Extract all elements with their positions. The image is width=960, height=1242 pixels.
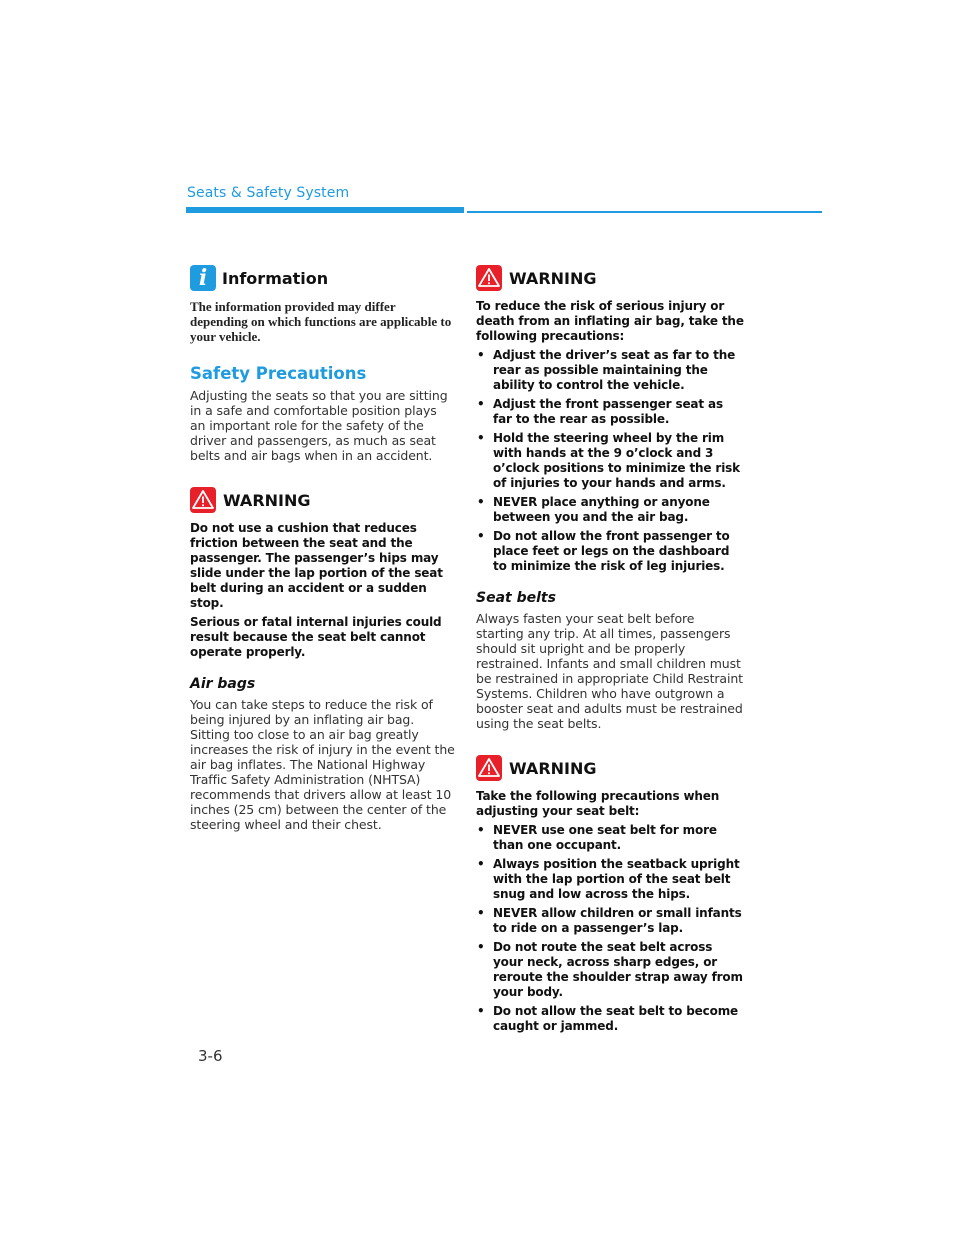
info-title: Information	[222, 268, 329, 288]
header-rule-thick	[186, 207, 464, 213]
info-body: The information provided may differ depending on which functions are applicable to your vehicle.	[190, 299, 452, 344]
list-item: • Do not route the seat belt across your neck, across sharp edges, or reroute the shoulder strap away from your body.	[476, 940, 744, 1000]
warning-title: WARNING	[509, 758, 597, 778]
list-item: • Do not allow the seat belt to become caught or jammed.	[476, 1004, 744, 1034]
list-item: • Do not allow the front passenger to place feet or legs on the dashboard to minimize the risk of leg injuries.	[476, 529, 744, 574]
warning-bullet-list	[476, 348, 744, 574]
warning-paragraph: Serious or fatal internal injuries could result because the seat belt cannot operate properly.	[190, 615, 442, 659]
warning-bullet-list	[476, 823, 744, 1034]
list-item: • Hold the steering wheel by the rim with hands at the 9 o’clock and 3 o’clock positions to minimize the risk of injuries to your hands and arms.	[476, 431, 744, 491]
list-item: • NEVER allow children or small infants to ride on a passenger’s lap.	[476, 906, 744, 936]
warning-heading	[190, 487, 455, 513]
safety-precautions-title: Safety Precautions	[190, 364, 367, 383]
list-item: • Adjust the front passenger seat as far to the rear as possible.	[476, 397, 744, 427]
air-bags-body: You can take steps to reduce the risk of being injured by an inflating air bag. Sitting too close to an air bag greatly increases the risk of injury in the event the air bag inflates. The National Highway Traffic Safety Administration (NHTSA) recommends that drivers allow at least 10 inches (25 cm) between the center of the steering wheel and their chest.	[190, 697, 455, 832]
warning-paragraph: Do not use a cushion that reduces friction between the seat and the passenger. The passenger’s hips may slide under the lap portion of the seat belt during an accident or a sudden stop.	[190, 521, 443, 610]
section-header: Seats & Safety System	[187, 185, 350, 201]
seat-belts-title: Seat belts	[476, 590, 556, 606]
warning-heading	[476, 265, 744, 291]
right-column	[476, 265, 744, 1038]
list-item: • NEVER use one seat belt for more than one occupant.	[476, 823, 744, 853]
page-number: 3-6	[198, 1047, 223, 1065]
list-item: • Always position the seatback upright with the lap portion of the seat belt snug and low across the hips.	[476, 857, 744, 902]
warning-title: WARNING	[223, 490, 311, 510]
info-icon: i	[190, 265, 216, 291]
list-item: • Adjust the driver’s seat as far to the rear as possible maintaining the ability to control the vehicle.	[476, 348, 744, 393]
seat-belts-body: Always fasten your seat belt before starting any trip. At all times, passengers should sit upright and be properly restrained. Infants and small children must be restrained in appropriate Child Restraint Systems. Children who have outgrown a booster seat and adults must be restrained using the seat belts.	[476, 611, 743, 731]
warning-intro: To reduce the risk of serious injury or death from an inflating air bag, take the following precautions:	[476, 299, 744, 343]
warning-triangle-icon	[476, 265, 502, 291]
header-rule-thin	[467, 211, 822, 213]
warning-heading	[476, 755, 744, 781]
left-column	[190, 265, 455, 832]
info-heading	[190, 265, 455, 291]
warning-intro: Take the following precautions when adjusting your seat belt:	[476, 789, 720, 818]
warning-triangle-icon	[476, 755, 502, 781]
safety-precautions-body: Adjusting the seats so that you are sitting in a safe and comfortable position plays an important role for the safety of the driver and passengers, as much as seat belts and air bags when in an accident.	[190, 388, 448, 463]
warning-triangle-icon	[190, 487, 216, 513]
warning-title: WARNING	[509, 268, 597, 288]
list-item: • NEVER place anything or anyone between you and the air bag.	[476, 495, 744, 525]
air-bags-title: Air bags	[190, 676, 256, 692]
